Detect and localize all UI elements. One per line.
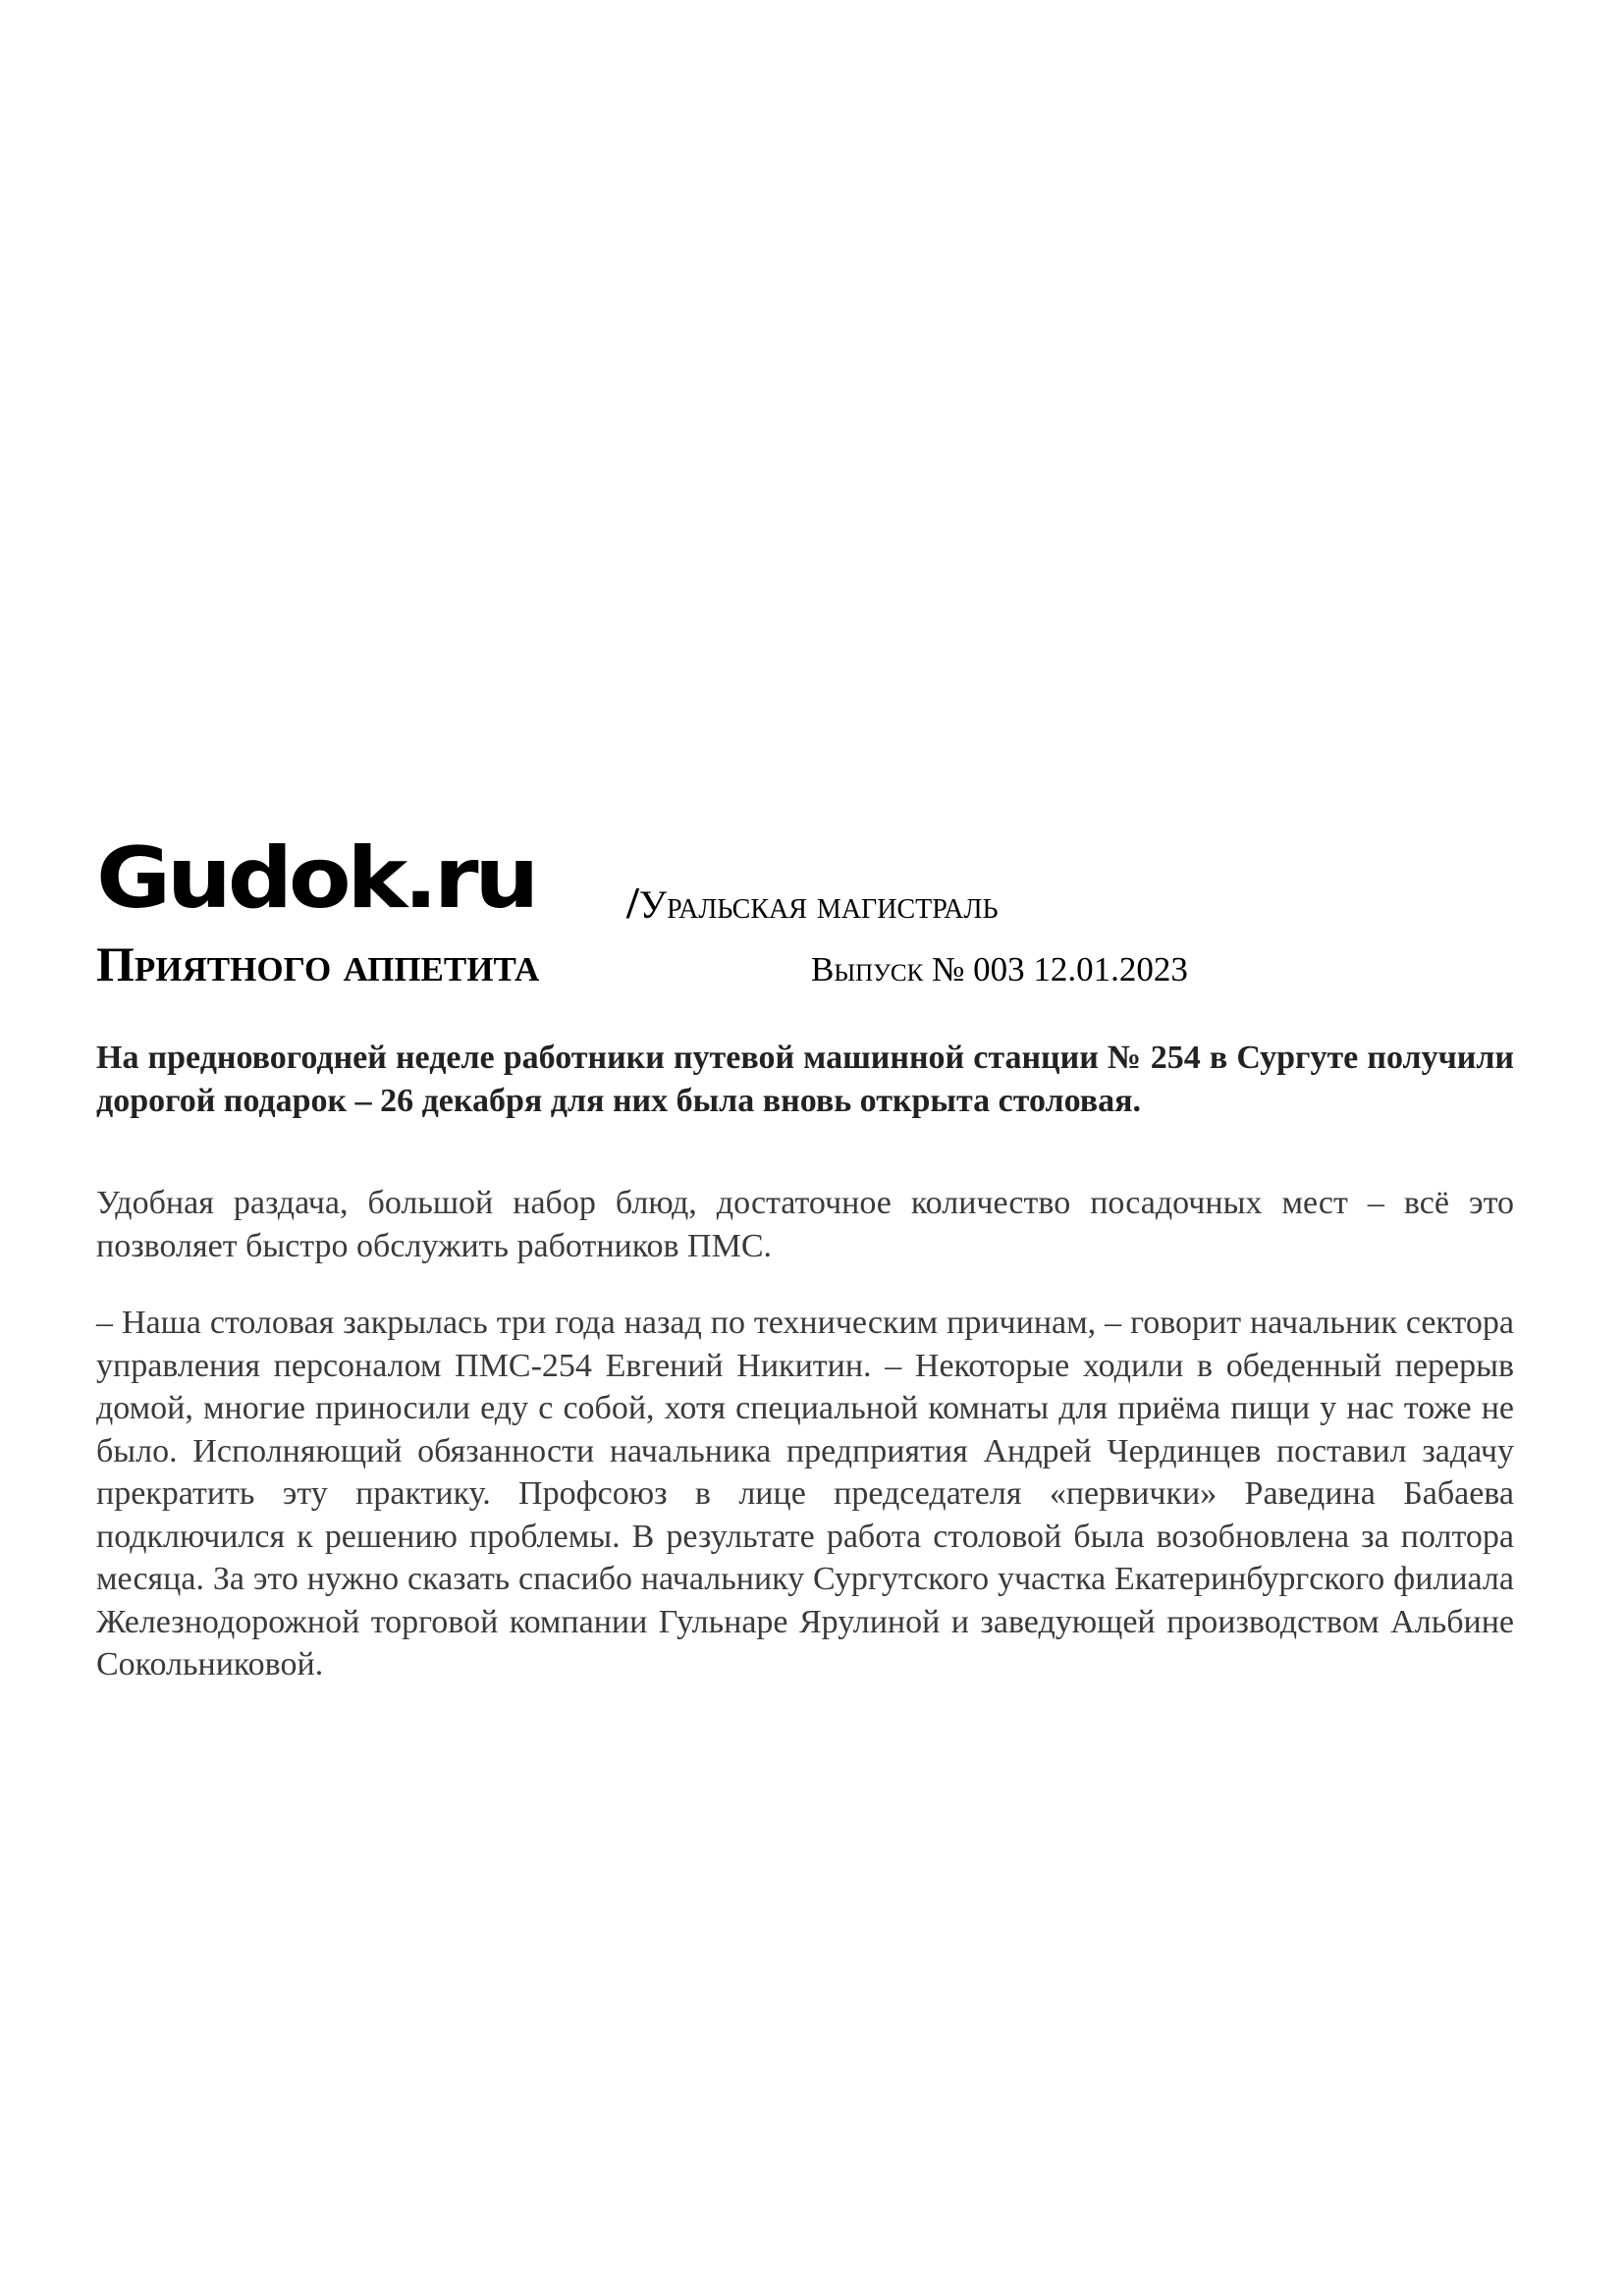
source-line bbox=[626, 880, 999, 929]
issue-info: Выпуск № 003 12.01.2023 bbox=[811, 950, 1188, 988]
source-slash: / bbox=[626, 878, 639, 928]
source-name: Уральская магистраль bbox=[638, 882, 999, 927]
article-lead: На предновогодней неделе работники путевой машинной станции № 254 в Сургуте получили дорогой подарок – 26 декабря для них была вновь открыта столовая. bbox=[96, 1040, 1514, 1119]
gudok-logo: Gudok.ru bbox=[96, 829, 536, 928]
rubric-title: Приятного аппетита bbox=[96, 936, 540, 991]
article-paragraph-1: Удобная раздача, большой набор блюд, достаточное количество посадочных мест – всё это позволяет быстро обслужить работников ПМС. bbox=[96, 1185, 1514, 1264]
article-paragraph-2: – Наша столовая закрылась три года назад по техническим причинам, – говорит начальник сектора управления персоналом ПМС-254 Евгений Никитин. – Некоторые ходили в обеденный перерыв домой, многие приносили еду с собой, хотя специальной комнаты для приёма пищи у нас тоже не было. Исполняющий обязанности начальника предприятия Андрей Чердинцев поставил задачу прекратить эту практику. Профсоюз в лице председателя «первички» Раведина Бабаева подключился к решению проблемы. В результате работа столовой была возобновлена за полтора месяца. За это нужно сказать спасибо начальнику Сургутского участка Екатеринбургского филиала Железнодорожной торговой компании Гульнаре Ярулиной и заведующей производством Альбине Сокольниковой. bbox=[96, 1305, 1514, 1682]
